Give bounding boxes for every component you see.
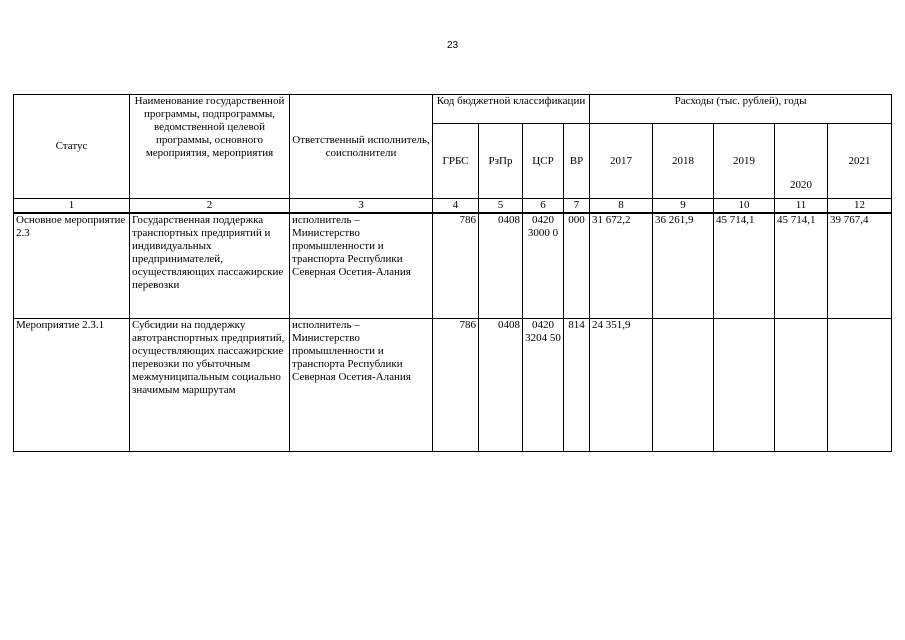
- row-rzpr: 0408: [479, 213, 523, 318]
- page-number: 23: [446, 40, 459, 51]
- column-number: 4: [433, 199, 479, 214]
- row-year-2017: 24 351,9: [590, 318, 653, 451]
- column-number: 12: [828, 199, 892, 214]
- row-grbs: 786: [433, 213, 479, 318]
- row-status: Мероприятие 2.3.1: [14, 318, 130, 451]
- row-vr: 814: [564, 318, 590, 451]
- table-row: [14, 318, 892, 451]
- header-row-1: [14, 95, 892, 124]
- column-number: 1: [14, 199, 130, 214]
- column-number: 10: [714, 199, 775, 214]
- table-row: [14, 213, 892, 318]
- header-year-2019: 2019: [714, 124, 775, 199]
- row-status: Основное мероприятие 2.3: [14, 213, 130, 318]
- row-csr: 0420 3000 0: [523, 213, 564, 318]
- column-number: 6: [523, 199, 564, 214]
- row-csr: 0420 3204 50: [523, 318, 564, 451]
- column-numbers-row: [14, 199, 892, 214]
- header-expenses: Расходы (тыс. рублей), годы: [590, 95, 892, 124]
- header-status: Статус: [14, 95, 130, 199]
- header-year-2021: 2021: [828, 124, 892, 199]
- column-number: 7: [564, 199, 590, 214]
- column-number: 2: [130, 199, 290, 214]
- header-grbs: ГРБС: [433, 124, 479, 199]
- column-number: 11: [775, 199, 828, 214]
- header-vr: ВР: [564, 124, 590, 199]
- row-year-2021: 39 767,4: [828, 213, 892, 318]
- header-year-2020: 2020: [775, 124, 828, 199]
- row-year-2021: [828, 318, 892, 451]
- row-grbs: 786: [433, 318, 479, 451]
- row-year-2020: [775, 318, 828, 451]
- budget-table: [13, 94, 892, 452]
- column-number: 5: [479, 199, 523, 214]
- row-executor: исполнитель – Министерство промышленности и транспорта Республики Северная Осетия-Алания: [290, 213, 433, 318]
- row-year-2020: 45 714,1: [775, 213, 828, 318]
- row-year-2017: 31 672,2: [590, 213, 653, 318]
- column-number: 3: [290, 199, 433, 214]
- column-number: 9: [653, 199, 714, 214]
- row-vr: 000: [564, 213, 590, 318]
- row-year-2018: 36 261,9: [653, 213, 714, 318]
- header-rzpr: РзПр: [479, 124, 523, 199]
- header-name: Наименование государственной программы, подпрограммы, ведомственной целевой программы, основного мероприятия, мероприятия: [130, 95, 290, 199]
- header-budget-code: Код бюджетной классификации: [433, 95, 590, 124]
- column-number: 8: [590, 199, 653, 214]
- row-rzpr: 0408: [479, 318, 523, 451]
- header-year-2017: 2017: [590, 124, 653, 199]
- row-executor: исполнитель – Министерство промышленности и транспорта Республики Северная Осетия-Алания: [290, 318, 433, 451]
- header-executor: Ответственный исполнитель, соисполнители: [290, 95, 433, 199]
- row-year-2018: [653, 318, 714, 451]
- row-year-2019: [714, 318, 775, 451]
- header-year-2018: 2018: [653, 124, 714, 199]
- row-name: Государственная поддержка транспортных предприятий и индивидуальных предпринимателей, осуществляющих пассажирские перевозки: [130, 213, 290, 318]
- row-name: Субсидии на поддержку автотранспортных предприятий, осуществляющих пассажирские перевозки по убыточным межмуниципальным социально значимым маршрутам: [130, 318, 290, 451]
- header-csr: ЦСР: [523, 124, 564, 199]
- row-year-2019: 45 714,1: [714, 213, 775, 318]
